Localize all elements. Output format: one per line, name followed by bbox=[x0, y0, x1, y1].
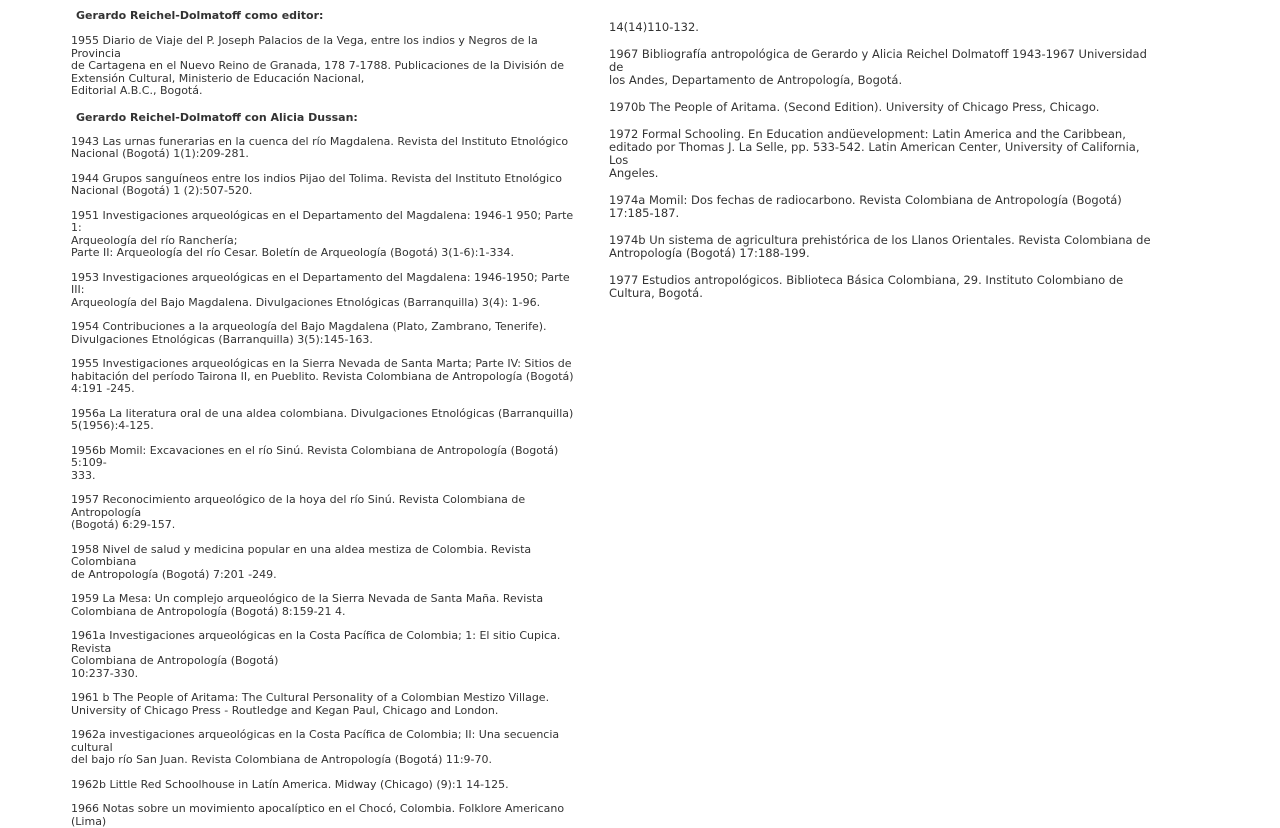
bibliography-entry: 1955 Diario de Viaje del P. Joseph Palacios de la Vega, entre los indios y Negros de la Provincia de Cartagena en el Nuevo Reino de Granada, 178 7-1788. Publicaciones de la División de Extensión Cultural, Ministerio de Educación Nacional, Editorial A.B.C., Bogotá. bbox=[71, 34, 565, 97]
bibliography-entry: 1961a Investigaciones arqueológicas en la Costa Pacífica de Colombia; 1: El sitio Cupica. Revista Colombiana de Antropología (Bogotá) 10:237-330. bbox=[71, 629, 561, 680]
bibliography-entry: 1967 Bibliografía antropológica de Gerardo y Alicia Reichel Dolmatoff 1943-1967 Universidad de los Andes, Departamento de Antropología, Bogotá. bbox=[609, 47, 1147, 87]
bibliography-entry-continued: 14(14)110-132. bbox=[609, 20, 699, 34]
bibliography-entry: 1954 Contribuciones a la arqueología del Bajo Magdalena (Plato, Zambrano, Tenerife). Divulgaciones Etnológicas (Barranquilla) 3(5):145-163. bbox=[71, 320, 547, 346]
bibliography-entry: 1956a La literatura oral de una aldea colombiana. Divulgaciones Etnológicas (Barranquilla) 5(1956):4-125. bbox=[71, 406, 574, 432]
bibliography-entry: 1958 Nivel de salud y medicina popular en una aldea mestiza de Colombia. Revista Colombiana de Antropología (Bogotá) 7:201 -249. bbox=[71, 542, 532, 581]
bibliography-entry: 1953 Investigaciones arqueológicas en el Departamento del Magdalena: 1946-1950; Parte III: Arqueología del Bajo Magdalena. Divulgaciones Etnológicas (Barranquilla) 3(4): 1-96. bbox=[71, 270, 570, 309]
right-column bbox=[609, 0, 1154, 300]
bibliography-entry: 1955 Investigaciones arqueológicas en la Sierra Nevada de Santa Marta; Parte IV: Sitios de habitación del período Tairona II, en Pueblito. Revista Colombiana de Antropología (Bogotá) 4:191 -245. bbox=[71, 357, 574, 395]
bibliography-entry: 1962b Little Red Schoolhouse in Latín America. Midway (Chicago) (9):1 14-125. bbox=[71, 777, 509, 791]
bibliography-entry: 1966 Notas sobre un movimiento apocalíptico en el Chocó, Colombia. Folklore Americano (Lima) bbox=[71, 802, 565, 828]
bibliography-entry: 1970b The People of Aritama. (Second Edition). University of Chicago Press, Chicago. bbox=[609, 100, 1100, 114]
bibliography-entry: 1957 Reconocimiento arqueológico de la hoya del río Sinú. Revista Colombiana de Antropología (Bogotá) 6:29-157. bbox=[71, 493, 526, 531]
section-heading-dussan: Gerardo Reichel-Dolmatoff con Alicia Dussan: bbox=[76, 110, 358, 124]
section-heading-editor: Gerardo Reichel-Dolmatoff como editor: bbox=[76, 9, 324, 22]
left-column bbox=[71, 0, 581, 828]
bibliography-entry: 1974a Momil: Dos fechas de radiocarbono. Revista Colombiana de Antropología (Bogotá) 17:185-187. bbox=[609, 193, 1122, 220]
bibliography-entry: 1962a investigaciones arqueológicas en la Costa Pacífica de Colombia; II: Una secuencia cultural del bajo río San Juan. Revista Colombiana de Antropología (Bogotá) 11:9-70. bbox=[71, 728, 560, 766]
bibliography-entry: 1944 Grupos sanguíneos entre los indios Pijao del Tolima. Revista del Instituto Etnológico Nacional (Bogotá) 1 (2):507-520. bbox=[71, 171, 562, 197]
bibliography-entry: 1956b Momil: Excavaciones en el río Sinú. Revista Colombiana de Antropología (Bogotá) 5:109- 333. bbox=[71, 443, 559, 482]
bibliography-entry: 1977 Estudios antropológicos. Biblioteca Básica Colombiana, 29. Instituto Colombiano de Cultura, Bogotá. bbox=[609, 273, 1124, 300]
bibliography-entry: 1961 b The People of Aritama: The Cultural Personality of a Colombian Mestizo Village. University of Chicago Press - Routledge and Kegan Paul, Chicago and London. bbox=[71, 691, 550, 717]
bibliography-entry: 1959 La Mesa: Un complejo arqueológico de la Sierra Nevada de Santa Maña. Revista Colombiana de Antropología (Bogotá) 8:159-21 4. bbox=[71, 592, 544, 618]
bibliography-entry: 1972 Formal Schooling. En Education andüevelopment: Latin America and the Caribbean, editado por Thomas J. La Selle, pp. 533-542. Latin American Center, University of California, Los Angeles. bbox=[609, 127, 1140, 180]
bibliography-entry: 1943 Las urnas funerarias en la cuenca del río Magdalena. Revista del Instituto Etnológico Nacional (Bogotá) 1(1):209-281. bbox=[71, 134, 569, 160]
bibliography-entry: 1951 Investigaciones arqueológicas en el Departamento del Magdalena: 1946-1 950; Parte 1: Arqueología del río Ranchería; Parte II: Arqueología del río Cesar. Boletín de Arqueología (Bogotá) 3(1-6):1-334. bbox=[71, 208, 574, 259]
bibliography-entry: 1974b Un sistema de agricultura prehistórica de los Llanos Orientales. Revista Colombiana de Antropología (Bogotá) 17:188-199. bbox=[609, 233, 1151, 260]
